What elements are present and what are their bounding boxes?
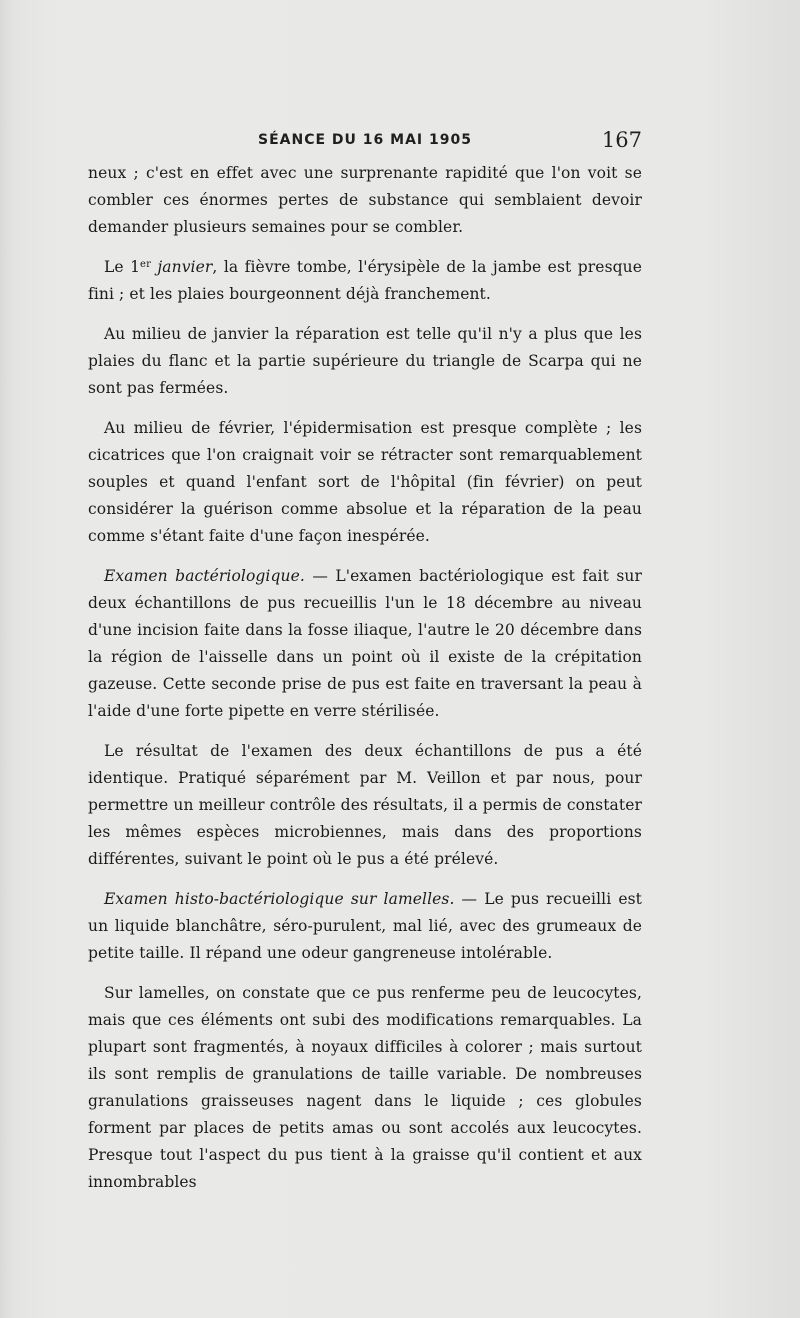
paragraph-text: Au milieu de février, l'épidermisation est presque complète ; les cicatrices que l'on craignait voir se rétracter sont remarquablement souples et quand l'enfant sort de l'hôpital (fin février) on peut considérer la guérison comme absolue et la réparation de la peau comme s'étant faite d'une façon inespérée.	[88, 419, 642, 545]
running-title: SÉANCE DU 16 MAI 1905	[258, 132, 472, 148]
paragraph-3	[88, 321, 642, 402]
ordinal-superscript: er	[140, 259, 151, 270]
paragraph-2	[88, 254, 642, 308]
paragraph-6	[88, 738, 642, 873]
paragraph-text: Le résultat de l'examen des deux échantillons de pus a été identique. Pratiqué séparément par M. Veillon et par nous, pour permettre un meilleur contrôle des résultats, il a permis de constater les mêmes espèces microbiennes, mais dans des proportions différentes, suivant le point où le pus a été prélevé.	[88, 742, 642, 868]
paragraph-4	[88, 415, 642, 550]
paragraph-text: Au milieu de janvier la réparation est telle qu'il n'y a plus que les plaies du flanc et la partie supérieure du triangle de Scarpa qui ne sont pas fermées.	[88, 325, 642, 397]
page-number: 167	[601, 128, 642, 152]
paragraph-text: , la fièvre tombe, l'érysipèle de la jambe est presque fini ; et les plaies bourgeonnent déjà franchement.	[88, 258, 642, 303]
date-month: janvier	[150, 258, 213, 276]
paragraph-text: neux ; c'est en effet avec une surprenante rapidité que l'on voit se combler ces énormes pertes de substance qui semblaient devoir demander plusieurs semaines pour se combler.	[88, 164, 642, 236]
paragraph-text: Sur lamelles, on constate que ce pus renferme peu de leucocytes, mais que ces éléments ont subi des modifications remarquables. La plupart sont fragmentés, à noyaux difficiles à colorer ; mais surtout ils sont remplis de granulations de taille variable. De nombreuses granulations graisseuses nagent dans le liquide ; ces globules forment par places de petits amas ou sont accolés aux leucocytes. Presque tout l'aspect du pus tient à la graisse qu'il contient et aux innombrables	[88, 984, 642, 1191]
paragraph-8	[88, 980, 642, 1196]
paragraph-5	[88, 563, 642, 725]
section-heading-histo-bacteriological: Examen histo-bactériologique sur lamelles.	[104, 890, 455, 908]
paragraph-7	[88, 886, 642, 967]
section-heading-bacteriological: Examen bactériologique.	[104, 567, 305, 585]
date-lead: Le 1	[104, 258, 141, 276]
paragraph-text: — L'examen bactériologique est fait sur deux échantillons de pus recueillis l'un le 18 décembre au niveau d'une incision faite dans la fosse iliaque, l'autre le 20 décembre dans la région de l'aisselle dans un point où il existe de la crépitation gazeuse. Cette seconde prise de pus est faite en traversant la peau à l'aide d'une forte pipette en verre stérilisée.	[88, 567, 642, 720]
paragraph-1	[88, 160, 642, 241]
paragraph-text: — Le pus recueilli est un liquide blanchâtre, séro-purulent, mal lié, avec des grumeaux de petite taille. Il répand une odeur gangreneuse intolérable.	[88, 890, 642, 962]
body-text	[88, 160, 642, 1209]
page-header	[88, 128, 642, 158]
